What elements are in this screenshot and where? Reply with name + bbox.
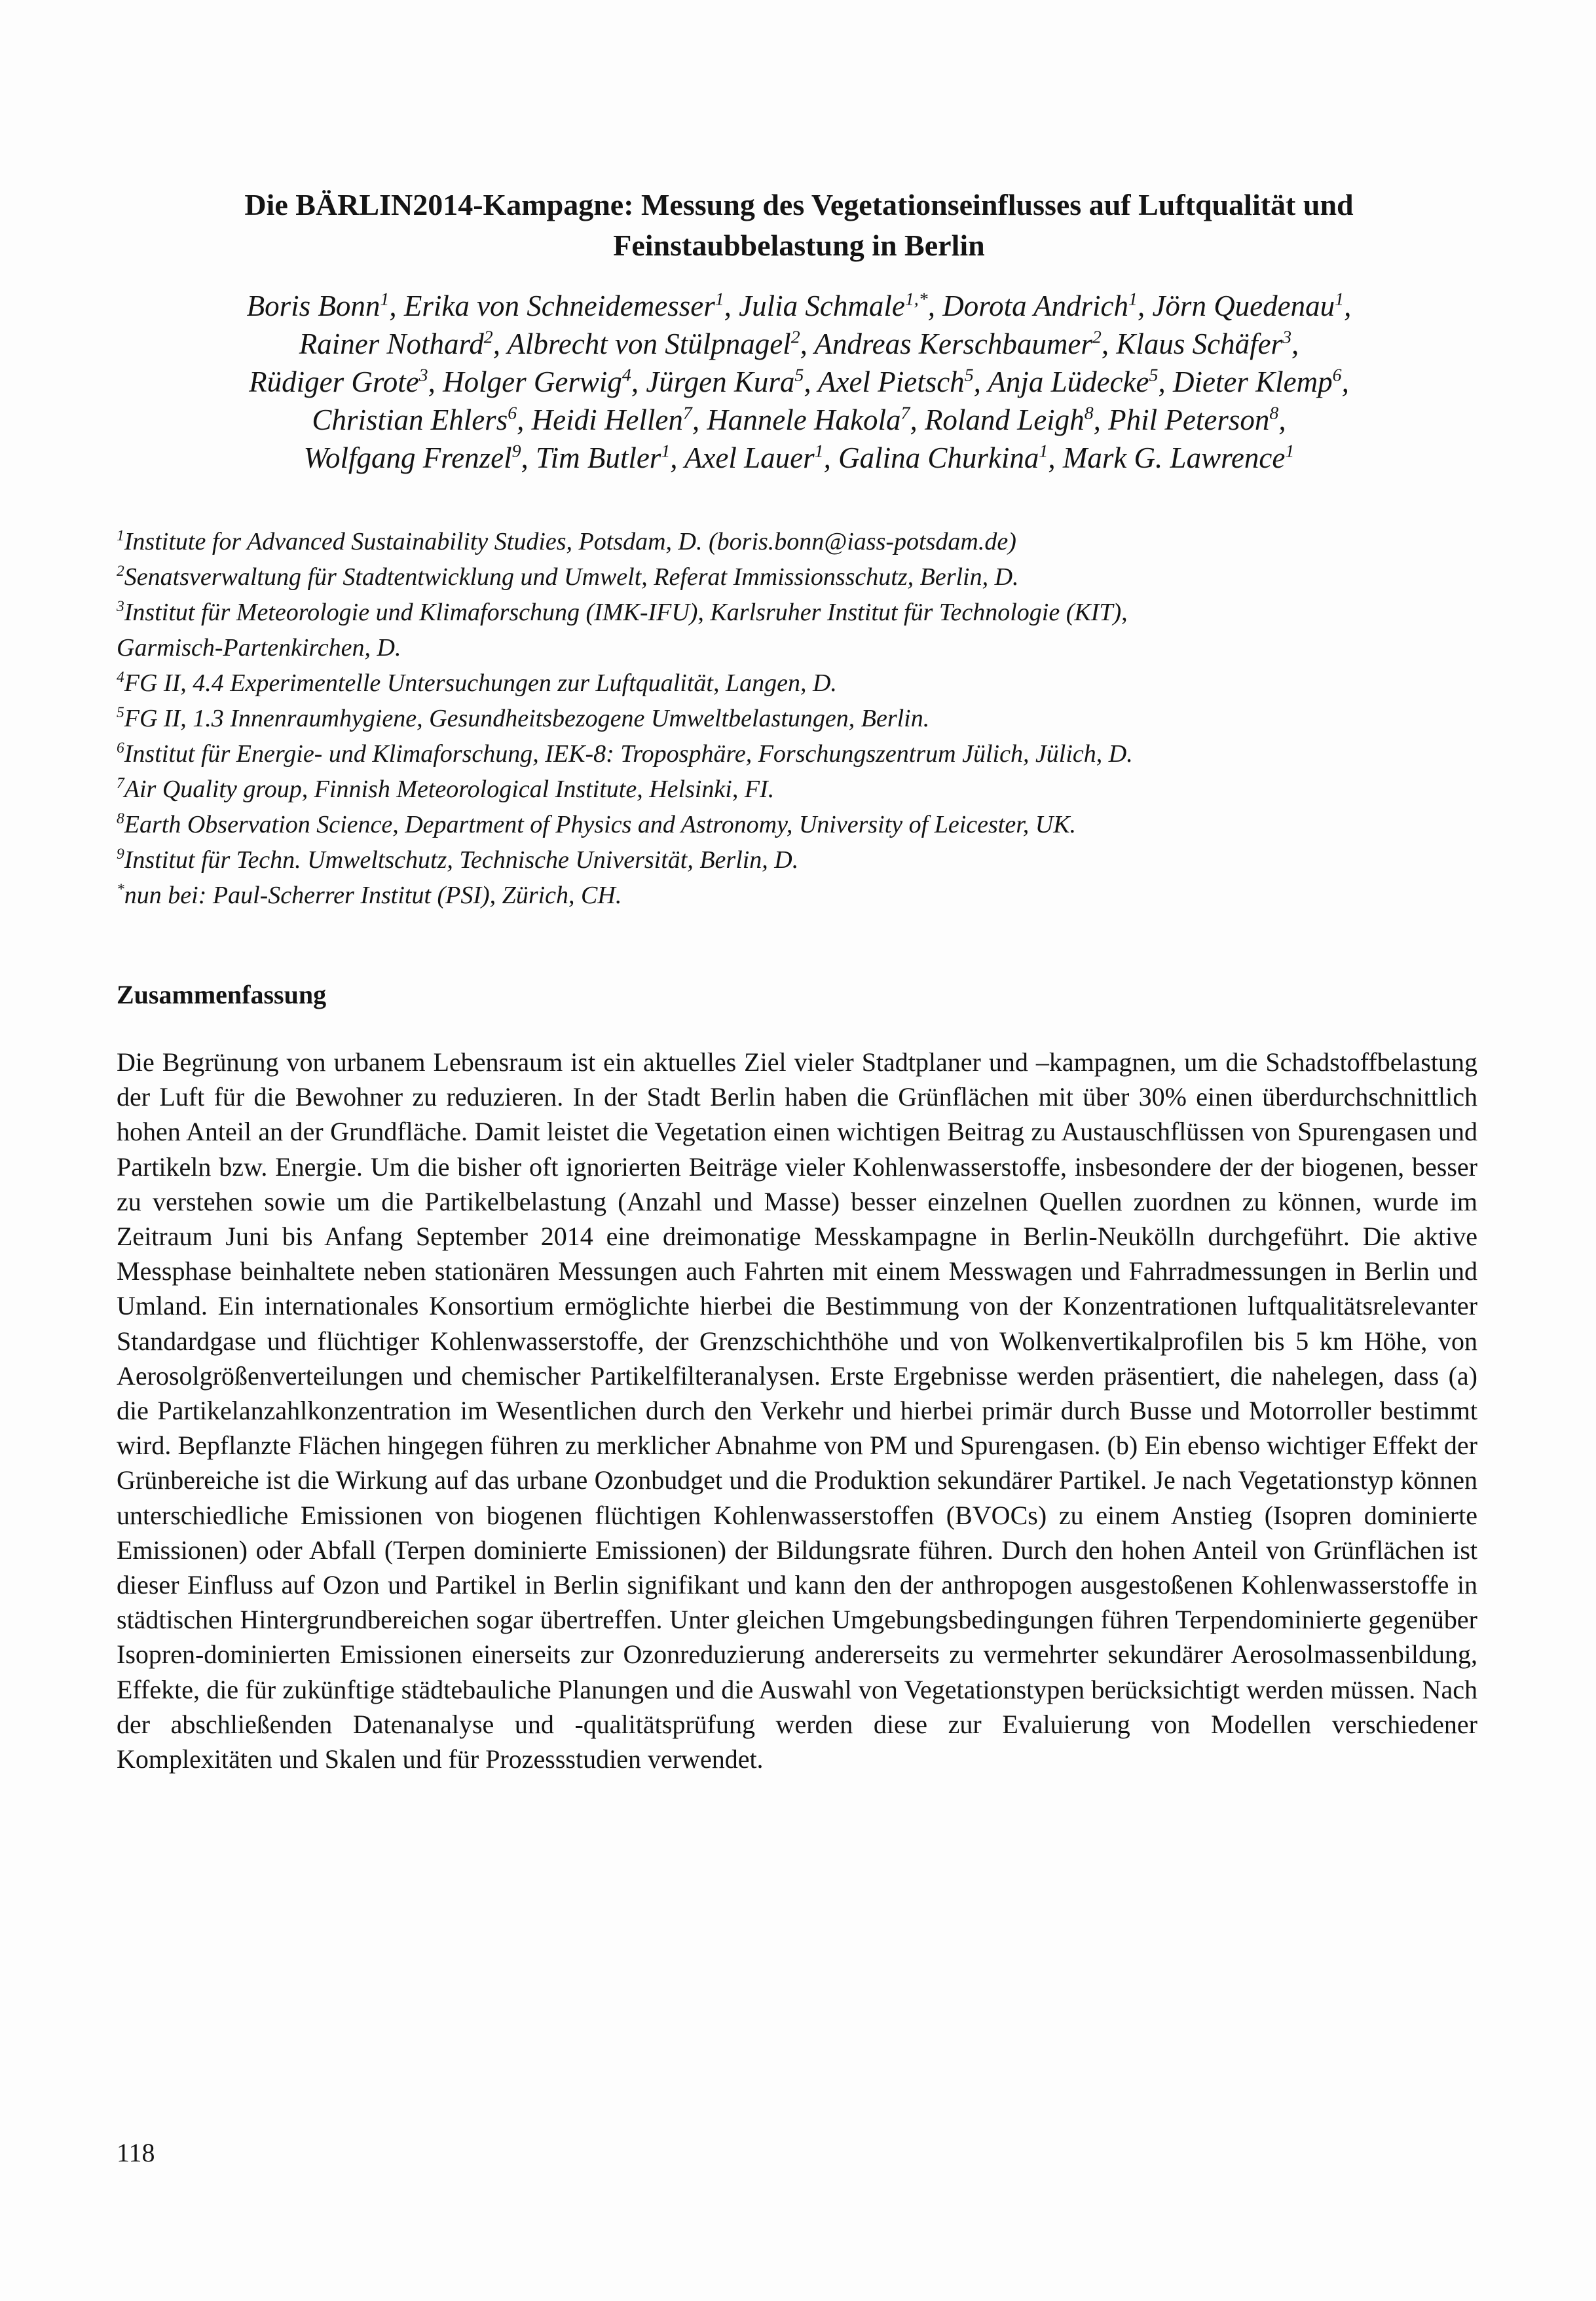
- affiliation-mark: 7: [117, 774, 124, 792]
- author-affiliation-mark: 6: [508, 403, 517, 424]
- affiliation-item: [117, 559, 1492, 595]
- author-name: Mark G. Lawrence: [1062, 441, 1286, 474]
- author-name: Jürgen Kura: [646, 365, 795, 398]
- author-line: Christian Ehlers$^6$, Heidi Hellen$^7$, Hannele Hakola$^7$, Roland Leigh$^8$, Phil Peterson$^8$,: [312, 403, 1286, 436]
- affiliation-text: Earth Observation Science, Department of Physics and Astronomy, University of Leicester, UK.: [124, 811, 1077, 838]
- author-line: Rainer Nothard$^2$, Albrecht von Stülpnagel$^2$, Andreas Kerschbaumer$^2$, Klaus Schäfer$^3$,: [299, 327, 1299, 360]
- author-name: Phil Peterson: [1108, 403, 1270, 436]
- affiliation-item: [117, 595, 1492, 630]
- author-affiliation-mark: 4: [622, 365, 631, 386]
- author-name: Axel Pietsch: [818, 365, 965, 398]
- author-name: Dieter Klemp: [1172, 365, 1333, 398]
- author-line: Rüdiger Grote$^3$, Holger Gerwig$^4$, Jürgen Kura$^5$, Axel Pietsch$^5$, Anja Lüdecke$^5$, Dieter Klemp$^6$,: [249, 365, 1349, 398]
- affiliation-text: Institut für Techn. Umweltschutz, Technische Universität, Berlin, D.: [124, 846, 799, 874]
- affiliation-item: [117, 665, 1492, 701]
- author-name: Anja Lüdecke: [988, 365, 1149, 398]
- author-affiliation-mark: 2: [790, 327, 800, 348]
- author-affiliation-mark: 5: [1149, 365, 1159, 386]
- affiliation-item: [117, 524, 1492, 559]
- author-name: Roland Leigh: [924, 403, 1085, 436]
- author-name: Rüdiger Grote: [249, 365, 419, 398]
- author-name: Boris Bonn: [246, 290, 380, 322]
- affiliation-item: [117, 701, 1492, 736]
- author-name: Julia Schmale: [739, 290, 905, 322]
- author-affiliation-mark: 1: [814, 441, 824, 462]
- affiliation-mark: 4: [117, 668, 124, 686]
- author-affiliation-mark: 1: [1128, 289, 1138, 310]
- author-affiliation-mark: 1: [380, 289, 390, 310]
- author-affiliation-mark: 1: [661, 441, 671, 462]
- affiliation-mark: 2: [117, 562, 124, 580]
- affiliation-text: Air Quality group, Finnish Meteorological Institute, Helsinki, FI.: [124, 776, 775, 803]
- affiliation-item: [117, 772, 1492, 807]
- author-affiliation-mark: 6: [1332, 365, 1342, 386]
- author-name: Dorota Andrich: [942, 290, 1128, 322]
- affiliation-item: [117, 807, 1492, 842]
- affiliation-text: Institut für Meteorologie und Klimaforschung (IMK-IFU), Karlsruher Institut für Technologie (KIT),: [124, 599, 1128, 626]
- affiliation-text: Senatsverwaltung für Stadtentwicklung und Umwelt, Referat Immissionsschutz, Berlin, D.: [124, 563, 1019, 591]
- affiliation-mark: 6: [117, 739, 124, 757]
- author-line: Wolfgang Frenzel$^9$, Tim Butler$^1$, Axel Lauer$^1$, Galina Churkina$^1$, Mark G. Lawrence$^1$: [303, 441, 1295, 474]
- author-affiliation-mark: 1: [1335, 289, 1345, 310]
- section-heading: Zusammenfassung: [117, 980, 327, 1009]
- affiliation-item: [117, 630, 1492, 665]
- author-name: Christian Ehlers: [312, 403, 508, 436]
- affiliation-mark: 3: [117, 597, 124, 615]
- author-affiliation-mark: 7: [682, 403, 692, 424]
- author-affiliation-mark: 7: [900, 403, 910, 424]
- author-affiliation-mark: 5: [794, 365, 804, 386]
- author-name: Jörn Quedenau: [1152, 290, 1335, 322]
- author-affiliation-mark: 8: [1269, 403, 1279, 424]
- author-line: Boris Bonn$^1$, Erika von Schneidemesser$^1$, Julia Schmale$^{1,*}$, Dorota Andrich$^1$, Jörn Quedenau$^1$,: [246, 289, 1352, 322]
- affiliation-text: FG II, 1.3 Innenraumhygiene, Gesundheitsbezogene Umweltbelastungen, Berlin.: [124, 705, 930, 732]
- author-affiliation-mark: 1: [1039, 441, 1049, 462]
- author-name: Klaus Schäfer: [1116, 327, 1283, 360]
- author-name: Rainer Nothard: [299, 327, 484, 360]
- author-affiliation-mark: 3: [418, 365, 428, 386]
- author-name: Albrecht von Stülpnagel: [507, 327, 791, 360]
- affiliation-text: Institut für Energie- und Klimaforschung, IEK-8: Troposphäre, Forschungszentrum Jülich, Jülich, D.: [124, 740, 1133, 768]
- affiliation-item: [117, 736, 1492, 772]
- author-affiliation-mark: 1: [714, 289, 724, 310]
- author-affiliation-mark: 1,*: [904, 289, 928, 310]
- author-name: Galina Churkina: [838, 441, 1039, 474]
- author-affiliation-mark: 1: [1285, 441, 1295, 462]
- author-affiliation-mark: 8: [1084, 403, 1094, 424]
- affiliation-mark: *: [117, 880, 124, 898]
- author-affiliation-mark: 5: [964, 365, 974, 386]
- author-name: Holger Gerwig: [443, 365, 622, 398]
- abstract-paragraph: Die Begrünung von urbanem Lebensraum ist ein aktuelles Ziel vieler Stadtplaner und –kampagnen, um die Schadstoffbelastung der Luft für die Bewohner zu reduzieren. In der Stadt Berlin haben die Grünflächen mit über 30% einen überdurchschnittlich hohen Anteil an der Grundfläche. Damit leistet die Vegetation einen wichtigen Beitrag zu Austauschflüssen von Spurengasen und Partikeln bzw. Energie. Um die bisher oft ignorierten Beiträge vieler Kohlenwasserstoffe, insbesondere der der biogenen, besser zu verstehen sowie um die Partikelbelastung (Anzahl und Masse) besser einzelnen Quellen zuordnen zu können, wurde im Zeitraum Juni bis Anfang September 2014 eine dreimonatige Messkampagne in Berlin-Neukölln durchgeführt. Die aktive Messphase beinhaltete neben stationären Messungen auch Fahrten mit einem Messwagen und Fahrradmessungen in Berlin und Umland. Ein internationales Konsortium ermöglichte hierbei die Bestimmung von der Konzentrationen luftqualitätsrelevanter Standardgase und flüchtiger Kohlenwasserstoffe, der Grenzschichthöhe und von Wolkenvertikalprofilen bis 5 km Höhe, von Aerosolgrößenverteilungen und chemischer Partikelfilteranalysen. Erste Ergebnisse werden präsentiert, die nahelegen, dass (a) die Partikelanzahlkonzentration im Wesentlichen durch den Verkehr und hierbei primär durch Busse und Motorroller bestimmt wird. Bepflanzte Flächen hingegen führen zu merklicher Abnahme von PM und Spurengasen. (b) Ein ebenso wichtiger Effekt der Grünbereiche ist die Wirkung auf das urbane Ozonbudget und die Produktion sekundärer Partikel. Je nach Vegetationstyp können unterschiedliche Emissionen von biogenen flüchtigen Kohlenwasserstoffen (BVOCs) zu einem Anstieg (Isopren dominierte Emissionen) oder Abfall (Terpen dominierte Emissionen) der Bildungsrate führen. Durch den hohen Anteil von Grünflächen ist dieser Einfluss auf Ozon und Partikel in Berlin signifikant und kann den der anthropogen ausgestoßenen Kohlenwasserstoffe in städtischen Hintergrundbereichen sogar übertreffen. Unter gleichen Umgebungsbedingungen führen Terpendominierte gegenüber Isopren-dominierten Emissionen einerseits zur Ozonreduzierung andererseits zu vermehrter sekundärer Aerosolmassenbildung, Effekte, die für zukünftige städtebauliche Planungen und die Auswahl von Vegetationstypen berücksichtigt werden müssen. Nach der abschließenden Datenanalyse und -qualitätsprüfung werden diese zur Evaluierung von Modellen verschiedener Komplexitäten und Skalen und für Prozessstudien verwendet.: [117, 1047, 1477, 1774]
- affiliation-text: Institute for Advanced Sustainability Studies, Potsdam, D. (boris.bonn@iass-potsdam.de): [124, 528, 1016, 555]
- affiliation-mark: 8: [117, 810, 124, 827]
- affiliation-text: Garmisch-Partenkirchen, D.: [117, 634, 401, 662]
- author-name: Hannele Hakola: [707, 403, 901, 436]
- title-line-2: Feinstaubbelastung in Berlin: [613, 229, 985, 262]
- affiliation-list: [117, 524, 1492, 913]
- affiliation-text: FG II, 4.4 Experimentelle Untersuchungen zur Luftqualität, Langen, D.: [124, 669, 837, 697]
- author-name: Erika von Schneidemesser: [403, 290, 715, 322]
- title-line-1: Die BÄRLIN2014-Kampagne: Messung des Vegetationseinflusses auf Luftqualität und: [244, 188, 1354, 221]
- author-list: [105, 287, 1493, 477]
- author-name: Axel Lauer: [684, 441, 815, 474]
- affiliation-mark: 9: [117, 845, 124, 863]
- page-number: 118: [117, 2138, 155, 2167]
- author-affiliation-mark: 9: [511, 441, 521, 462]
- affiliation-text: nun bei: Paul-Scherrer Institut (PSI), Zürich, CH.: [124, 882, 622, 909]
- author-name: Wolfgang Frenzel: [303, 441, 512, 474]
- author-affiliation-mark: 2: [483, 327, 493, 348]
- author-name: Tim Butler: [536, 441, 661, 474]
- author-affiliation-mark: 2: [1092, 327, 1102, 348]
- affiliation-item: [117, 878, 1492, 913]
- author-name: Andreas Kerschbaumer: [814, 327, 1092, 360]
- paper-title: [118, 185, 1480, 266]
- author-affiliation-mark: 3: [1282, 327, 1292, 348]
- affiliation-mark: 1: [117, 527, 124, 544]
- author-name: Heidi Hellen: [531, 403, 683, 436]
- affiliation-item: [117, 842, 1492, 878]
- affiliation-mark: 5: [117, 703, 124, 721]
